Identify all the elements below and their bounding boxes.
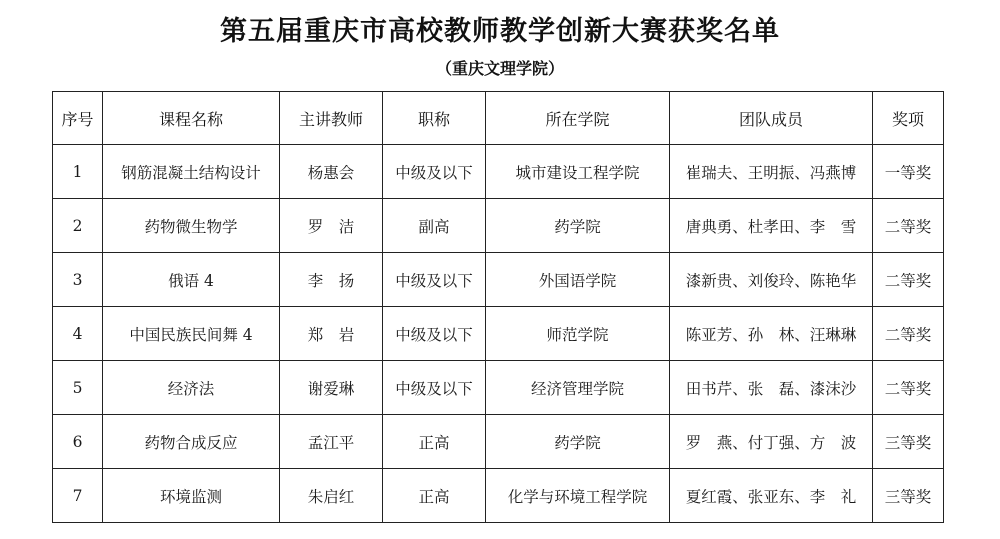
- cell-teacher: 谢爱琳: [280, 361, 383, 415]
- header-cell-title: 职称: [383, 92, 486, 145]
- table-row: [53, 145, 944, 199]
- cell-course: 经济法: [103, 361, 280, 415]
- cell-teacher: 朱启红: [280, 469, 383, 523]
- cell-college: 药学院: [486, 415, 670, 469]
- cell-college: 城市建设工程学院: [486, 145, 670, 199]
- cell-teacher: 孟江平: [280, 415, 383, 469]
- cell-number: 4: [53, 307, 103, 361]
- cell-course: 俄语 4: [103, 253, 280, 307]
- document-subtitle: （重庆文理学院）: [435, 59, 564, 78]
- cell-team: 唐典勇、杜孝田、李 雪: [670, 199, 873, 253]
- table-row: [53, 361, 944, 415]
- header-cell-college: 所在学院: [486, 92, 670, 145]
- cell-number: 3: [53, 253, 103, 307]
- cell-college: 师范学院: [486, 307, 670, 361]
- award-table: [52, 91, 944, 523]
- cell-title: 中级及以下: [383, 361, 486, 415]
- table-header-row: [53, 92, 944, 145]
- cell-award: 二等奖: [873, 253, 944, 307]
- cell-teacher: 郑 岩: [280, 307, 383, 361]
- cell-award: 三等奖: [873, 469, 944, 523]
- table-row: [53, 307, 944, 361]
- cell-college: 经济管理学院: [486, 361, 670, 415]
- header-cell-course: 课程名称: [103, 92, 280, 145]
- cell-title: 副高: [383, 199, 486, 253]
- cell-title: 正高: [383, 415, 486, 469]
- cell-title: 正高: [383, 469, 486, 523]
- header-cell-teacher: 主讲教师: [280, 92, 383, 145]
- document-title: 第五届重庆市高校教师教学创新大赛获奖名单: [220, 16, 780, 47]
- cell-team: 陈亚芳、孙 林、汪琳琳: [670, 307, 873, 361]
- table-row: [53, 199, 944, 253]
- cell-title: 中级及以下: [383, 253, 486, 307]
- cell-team: 夏红霞、张亚东、李 礼: [670, 469, 873, 523]
- cell-team: 罗 燕、付丁强、方 波: [670, 415, 873, 469]
- table-row: [53, 253, 944, 307]
- cell-teacher: 李 扬: [280, 253, 383, 307]
- header-cell-number: 序号: [53, 92, 103, 145]
- cell-college: 外国语学院: [486, 253, 670, 307]
- cell-number: 2: [53, 199, 103, 253]
- cell-course: 中国民族民间舞 4: [103, 307, 280, 361]
- cell-award: 二等奖: [873, 361, 944, 415]
- table-row: [53, 415, 944, 469]
- cell-course: 钢筋混凝土结构设计: [103, 145, 280, 199]
- cell-title: 中级及以下: [383, 145, 486, 199]
- cell-course: 药物合成反应: [103, 415, 280, 469]
- cell-award: 二等奖: [873, 307, 944, 361]
- cell-number: 6: [53, 415, 103, 469]
- table-row: [53, 469, 944, 523]
- cell-teacher: 罗 洁: [280, 199, 383, 253]
- cell-course: 药物微生物学: [103, 199, 280, 253]
- header-cell-award: 奖项: [873, 92, 944, 145]
- cell-award: 三等奖: [873, 415, 944, 469]
- cell-number: 1: [53, 145, 103, 199]
- cell-award: 二等奖: [873, 199, 944, 253]
- cell-team: 崔瑞夫、王明振、冯燕博: [670, 145, 873, 199]
- cell-number: 5: [53, 361, 103, 415]
- cell-team: 漆新贵、刘俊玲、陈艳华: [670, 253, 873, 307]
- cell-title: 中级及以下: [383, 307, 486, 361]
- cell-team: 田书芹、张 磊、漆沫沙: [670, 361, 873, 415]
- cell-award: 一等奖: [873, 145, 944, 199]
- cell-teacher: 杨惠会: [280, 145, 383, 199]
- header-cell-team: 团队成员: [670, 92, 873, 145]
- cell-course: 环境监测: [103, 469, 280, 523]
- cell-college: 药学院: [486, 199, 670, 253]
- cell-college: 化学与环境工程学院: [486, 469, 670, 523]
- cell-number: 7: [53, 469, 103, 523]
